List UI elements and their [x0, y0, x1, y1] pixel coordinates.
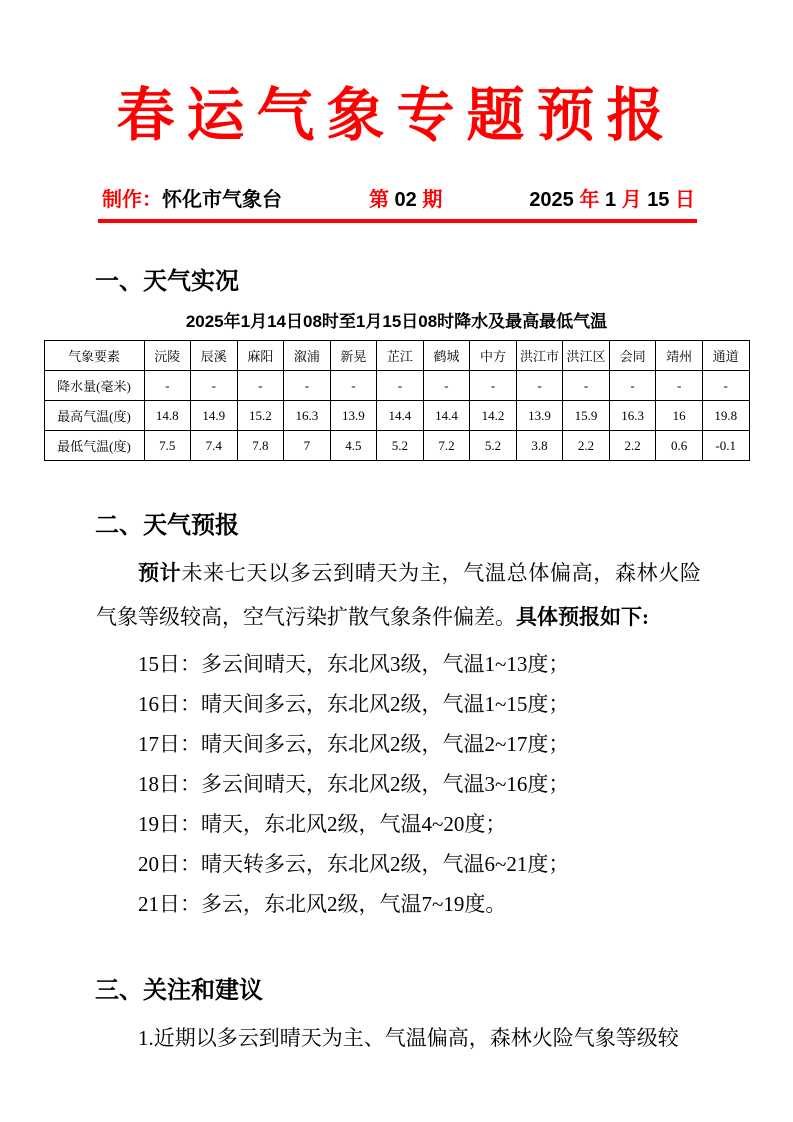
- date-day-unit: 日: [675, 189, 695, 212]
- daily-forecast-line: 20日：晴天转多云，东北风2级，气温6~21度；: [138, 852, 570, 877]
- value-cell: 2.2: [609, 431, 656, 461]
- value-cell: -: [144, 371, 191, 401]
- value-cell: 15.2: [237, 401, 284, 431]
- value-cell: 16.3: [609, 401, 656, 431]
- value-cell: 3.8: [516, 431, 563, 461]
- table-header-cell: 麻阳: [237, 341, 284, 371]
- date-month: 1: [604, 189, 617, 212]
- value-cell: -: [702, 371, 749, 401]
- value-cell: 14.2: [470, 401, 517, 431]
- forecast-intro-body: 未来七天以多云到晴天为主，气温总体偏高，森林火险气象等级较高，空气污染扩散气象条件偏差。: [96, 561, 702, 630]
- table-header-cell: 中方: [470, 341, 517, 371]
- observation-table-body: [44, 341, 749, 461]
- section-heading-weather-actual: 一、天气实况: [95, 268, 239, 296]
- forecast-intro-tail: 具体预报如下:: [516, 605, 649, 630]
- value-cell: -: [656, 371, 703, 401]
- observation-table: [44, 340, 750, 461]
- date-year-unit: 年: [579, 189, 600, 212]
- issue-prefix: 第: [368, 189, 389, 212]
- value-cell: -: [330, 371, 377, 401]
- value-cell: -: [423, 371, 470, 401]
- value-cell: 16: [656, 401, 703, 431]
- table-header-cell: 洪江区: [563, 341, 610, 371]
- table-header-cell: 沅陵: [144, 341, 191, 371]
- table-header-cell: 气象要素: [44, 341, 144, 371]
- value-cell: 13.9: [516, 401, 563, 431]
- table-row: [44, 401, 749, 431]
- value-cell: 14.4: [423, 401, 470, 431]
- value-cell: 14.9: [191, 401, 238, 431]
- table-header-cell: 洪江市: [516, 341, 563, 371]
- value-cell: -: [609, 371, 656, 401]
- suggestion-item: 1.近期以多云到晴天为主、气温偏高，森林火险气象等级较: [138, 1026, 679, 1051]
- daily-forecast-line: 17日：晴天间多云，东北风2级，气温2~17度；: [138, 732, 570, 757]
- table-header-row: [44, 341, 749, 371]
- table-header-cell: 靖州: [656, 341, 703, 371]
- section-heading-forecast: 二、天气预报: [95, 512, 239, 540]
- value-cell: 5.2: [377, 431, 424, 461]
- daily-forecast-line: 16日：晴天间多云，东北风2级，气温1~15度；: [138, 692, 570, 717]
- value-cell: -0.1: [702, 431, 749, 461]
- daily-forecast-line: 18日：多云间晴天，东北风2级，气温3~16度；: [138, 772, 570, 797]
- date-year: 2025: [529, 189, 574, 212]
- daily-forecast-line: 15日：多云间晴天，东北风3级，气温1~13度；: [138, 652, 570, 677]
- table-row: [44, 371, 749, 401]
- table-row: [44, 431, 749, 461]
- table-header-cell: 辰溪: [191, 341, 238, 371]
- observation-table-title: 2025年1月14日08时至1月15日08时降水及最高最低气温: [185, 312, 608, 332]
- issue-suffix: 期: [422, 189, 443, 212]
- value-cell: 7.2: [423, 431, 470, 461]
- row-label-cell: 最低气温(度): [44, 431, 144, 461]
- value-cell: -: [470, 371, 517, 401]
- value-cell: -: [516, 371, 563, 401]
- value-cell: 14.4: [377, 401, 424, 431]
- daily-forecast-list: [96, 644, 793, 924]
- value-cell: 4.5: [330, 431, 377, 461]
- document-meta-row: [102, 183, 695, 212]
- header-divider: [98, 219, 697, 223]
- row-label-cell: 降水量(毫米): [44, 371, 144, 401]
- value-cell: -: [377, 371, 424, 401]
- date-month-unit: 月: [621, 189, 642, 212]
- producer-name: 怀化市气象台: [162, 189, 282, 212]
- value-cell: 7.8: [237, 431, 284, 461]
- section-heading-suggestions: 三、关注和建议: [95, 977, 263, 1005]
- daily-forecast-line: 19日：晴天，东北风2级，气温4~20度；: [138, 812, 507, 837]
- value-cell: 5.2: [470, 431, 517, 461]
- forecast-intro-lead: 预计: [138, 561, 182, 586]
- forecast-intro: [96, 551, 701, 639]
- table-header-cell: 新晃: [330, 341, 377, 371]
- value-cell: 14.8: [144, 401, 191, 431]
- issue-number: [369, 183, 442, 212]
- date-day: 15: [647, 189, 670, 212]
- issue-date: [529, 183, 695, 212]
- value-cell: 7: [284, 431, 331, 461]
- producer: [102, 183, 282, 212]
- value-cell: 15.9: [563, 401, 610, 431]
- daily-forecast-line: 21日：多云，东北风2级，气温7~19度。: [138, 892, 507, 917]
- table-header-cell: 会同: [609, 341, 656, 371]
- value-cell: 7.4: [191, 431, 238, 461]
- row-label-cell: 最高气温(度): [44, 401, 144, 431]
- value-cell: 7.5: [144, 431, 191, 461]
- value-cell: 13.9: [330, 401, 377, 431]
- value-cell: 0.6: [656, 431, 703, 461]
- value-cell: 2.2: [563, 431, 610, 461]
- table-header-cell: 溆浦: [284, 341, 331, 371]
- producer-label: 制作：: [102, 189, 162, 212]
- document-title: 春运气象专题预报: [116, 81, 677, 149]
- table-header-cell: 芷江: [377, 341, 424, 371]
- value-cell: -: [191, 371, 238, 401]
- value-cell: 19.8: [702, 401, 749, 431]
- table-header-cell: 鹤城: [423, 341, 470, 371]
- value-cell: 16.3: [284, 401, 331, 431]
- issue-value: 02: [394, 189, 417, 212]
- value-cell: -: [237, 371, 284, 401]
- table-header-cell: 通道: [702, 341, 749, 371]
- value-cell: -: [284, 371, 331, 401]
- value-cell: -: [563, 371, 610, 401]
